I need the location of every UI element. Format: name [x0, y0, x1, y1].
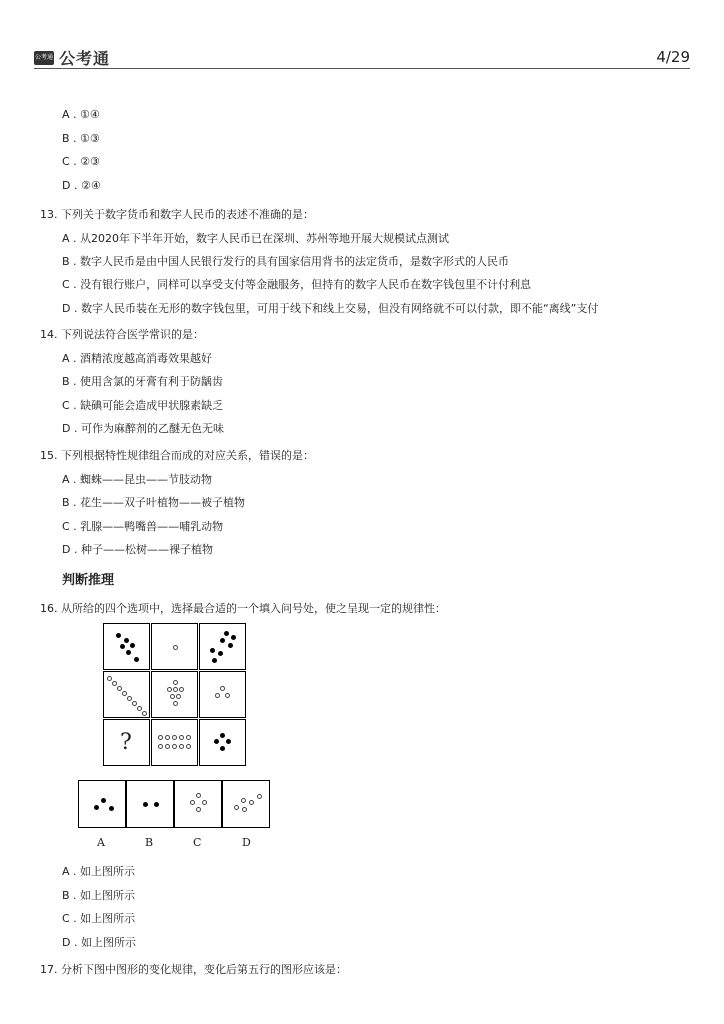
grid-cell-1-3: [199, 623, 246, 670]
grid-cell-2-2: [151, 671, 198, 718]
q16-option-c[interactable]: C . 如上图所示: [62, 912, 136, 925]
q16-option-a[interactable]: A . 如上图所示: [62, 865, 136, 878]
question-15-stem: 15. 下列根据特性规律组合而成的对应关系，错误的是：: [40, 449, 314, 462]
q13-option-d[interactable]: D . 数字人民币装在无形的数字钱包里，可用于线下和线上交易，但没有网络就不可以付款，即不能“离线”支付: [62, 302, 599, 315]
q15-option-d[interactable]: D . 种子——松树——裸子植物: [62, 543, 213, 556]
page-header: [34, 44, 690, 69]
answer-label-d: D: [242, 836, 251, 849]
q15-option-a[interactable]: A . 蜘蛛——昆虫——节肢动物: [62, 473, 213, 486]
q14-option-c[interactable]: C . 缺碘可能会造成甲状腺素缺乏: [62, 399, 224, 412]
puzzle-grid: [103, 623, 248, 768]
q14-option-d[interactable]: D . 可作为麻醉剂的乙醚无色无味: [62, 422, 224, 435]
answer-cell-a[interactable]: [78, 780, 126, 828]
logo-text: 公考通: [59, 49, 111, 68]
grid-cell-3-2: [151, 719, 198, 766]
q16-option-b[interactable]: B . 如上图所示: [62, 889, 136, 902]
q15-option-b[interactable]: B . 花生——双子叶植物——被子植物: [62, 496, 246, 509]
answer-cell-c[interactable]: [174, 780, 222, 828]
q14-option-b[interactable]: B . 使用含氯的牙膏有利于防龋齿: [62, 375, 224, 388]
answer-label-b: B: [145, 836, 154, 849]
answer-label-c: C: [193, 836, 202, 849]
answer-options-figure: [78, 780, 272, 830]
question-14-stem: 14. 下列说法符合医学常识的是：: [40, 328, 204, 341]
answer-cell-b[interactable]: [126, 780, 174, 828]
answer-cell-d[interactable]: [222, 780, 270, 828]
prev-option-b[interactable]: B . ①③: [62, 132, 100, 145]
q13-option-c[interactable]: C . 没有银行账户，同样可以享受支付等金融服务，但持有的数字人民币在数字钱包里不计付利息: [62, 278, 532, 291]
prev-option-d[interactable]: D . ②④: [62, 179, 101, 192]
q14-option-a[interactable]: A . 酒精浓度越高消毒效果越好: [62, 352, 213, 365]
q13-option-a[interactable]: A . 从2020年下半年开始，数字人民币已在深圳、苏州等地开展大规模试点测试: [62, 232, 450, 245]
answer-label-a: A: [97, 836, 105, 849]
prev-option-a[interactable]: A . ①④: [62, 108, 100, 121]
question-13-stem: 13. 下列关于数字货币和数字人民币的表述不准确的是：: [40, 208, 314, 221]
q16-option-d[interactable]: D . 如上图所示: [62, 936, 136, 949]
logo: [34, 46, 110, 69]
grid-cell-1-1: [103, 623, 150, 670]
grid-cell-3-3: [199, 719, 246, 766]
logo-mark: 公考通: [34, 51, 54, 65]
question-17-stem: 17. 分析下图中图形的变化规律，变化后第五行的图形应该是：: [40, 963, 347, 976]
q13-option-b[interactable]: B . 数字人民币是由中国人民银行发行的具有国家信用背书的法定货币，是数字形式的人民币: [62, 255, 510, 268]
section-title: 判断推理: [62, 573, 115, 588]
q15-option-c[interactable]: C . 乳腺——鸭嘴兽——哺乳动物: [62, 520, 224, 533]
grid-cell-1-2: [151, 623, 198, 670]
prev-option-c[interactable]: C . ②③: [62, 155, 100, 168]
grid-cell-2-1: [103, 671, 150, 718]
page-number: 4/29: [656, 48, 690, 66]
grid-cell-2-3: [199, 671, 246, 718]
question-mark: ?: [120, 730, 132, 755]
grid-cell-3-1: [103, 719, 150, 766]
question-16-stem: 16. 从所给的四个选项中，选择最合适的一个填入问号处，使之呈现一定的规律性：: [40, 602, 446, 615]
